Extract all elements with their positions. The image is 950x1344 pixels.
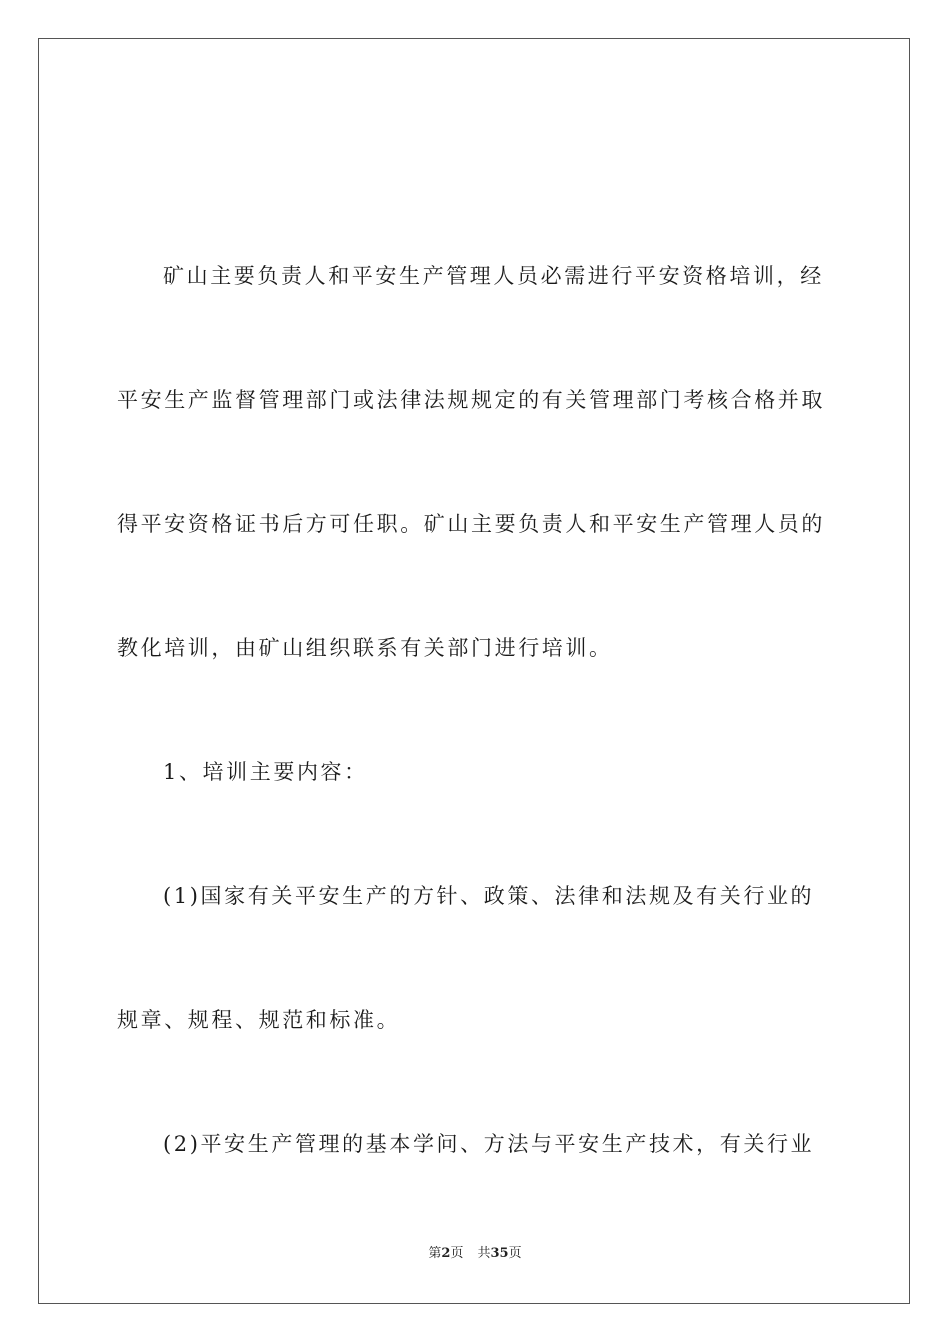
current-page-number: 2 bbox=[441, 1246, 451, 1261]
section-heading: 1、培训主要内容： bbox=[163, 760, 368, 784]
paragraph-1-line-4: 教化培训，由矿山组织联系有关部门进行培训。 bbox=[117, 636, 613, 660]
item-2-line-1: (2)平安生产管理的基本学问、方法与平安生产技术，有关行业 bbox=[163, 1132, 815, 1156]
total-pages-number: 35 bbox=[490, 1246, 509, 1261]
item-1-line-2: 规章、规程、规范和标准。 bbox=[117, 1008, 401, 1032]
page-footer bbox=[0, 1245, 950, 1263]
paragraph-1-line-2: 平安生产监督管理部门或法律法规规定的有关管理部门考核合格并取 bbox=[117, 388, 825, 412]
total-prefix: 共 bbox=[477, 1246, 491, 1261]
item-1-line-1: (1)国家有关平安生产的方针、政策、法律和法规及有关行业的 bbox=[163, 884, 815, 908]
total-suffix: 页 bbox=[508, 1246, 522, 1261]
page-suffix: 页 bbox=[450, 1246, 464, 1261]
paragraph-1-line-3: 得平安资格证书后方可任职。矿山主要负责人和平安生产管理人员的 bbox=[117, 512, 825, 536]
page-border bbox=[38, 38, 910, 1304]
page-prefix: 第 bbox=[428, 1246, 442, 1261]
paragraph-1-line-1: 矿山主要负责人和平安生产管理人员必需进行平安资格培训，经 bbox=[163, 264, 824, 288]
